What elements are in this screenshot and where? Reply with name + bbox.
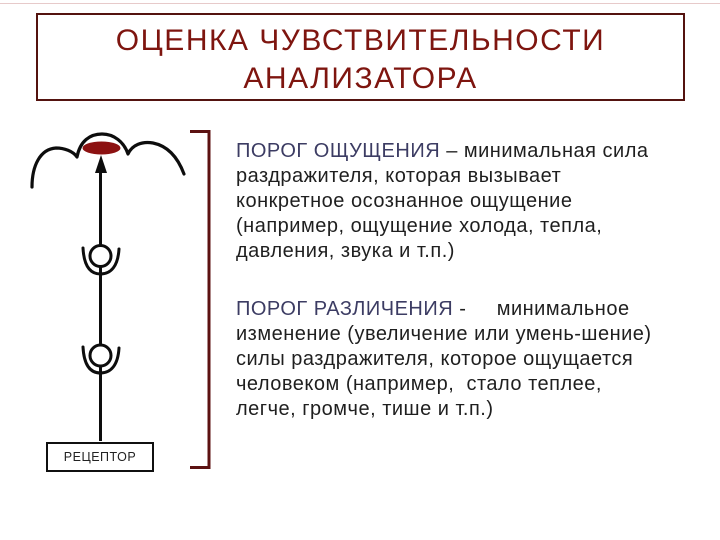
- neuron-circle-icon: [90, 246, 111, 267]
- paragraph-text: - минимальное: [453, 298, 630, 320]
- paragraph-line: раздражителя, которая вызывает: [236, 165, 562, 187]
- brain-cortex-outline-icon: [32, 134, 184, 187]
- paragraph-line: (например, ощущение холода, тепла,: [236, 215, 603, 237]
- paragraph-line: давления, звука и т.п.): [236, 240, 455, 262]
- slide-title-line-2: АНАЛИЗАТОРА: [243, 62, 478, 95]
- paragraph-line: [236, 139, 706, 164]
- paragraph-line: изменение (увеличение или умень-шение): [236, 323, 652, 345]
- synapse-cup-icon: [83, 248, 119, 274]
- title-box: [36, 13, 685, 101]
- up-arrow-icon: [95, 155, 107, 173]
- sensation-threshold-heading: ПОРОГ ОЩУЩЕНИЯ: [236, 140, 441, 162]
- difference-threshold-heading: ПОРОГ РАЗЛИЧЕНИЯ: [236, 298, 454, 320]
- paragraph-line: человеком (например, стало теплее,: [236, 373, 602, 395]
- receptor-box: [46, 442, 154, 472]
- grouping-bracket: [190, 132, 209, 468]
- stimulus-ellipse-icon: [83, 142, 121, 155]
- sensation-threshold-paragraph: [236, 139, 706, 264]
- slide-title-line-1: ОЦЕНКА ЧУВСТВИТЕЛЬНОСТИ: [115, 24, 606, 57]
- paragraph-line: [236, 297, 706, 322]
- definitions-text-column: [236, 139, 706, 422]
- neuron-circle-icon: [90, 345, 111, 366]
- receptor-label: РЕЦЕПТОР: [63, 450, 137, 464]
- top-accent-line: [0, 3, 720, 4]
- paragraph-line: легче, громче, тише и т.п.): [236, 398, 494, 420]
- paragraph-line: конкретное осознанное ощущение: [236, 190, 573, 212]
- paragraph-line: силы раздражителя, которое ощущается: [236, 348, 634, 370]
- paragraph-text: – минимальная сила: [440, 140, 649, 162]
- synapse-cup-icon: [83, 347, 119, 373]
- difference-threshold-paragraph: [236, 297, 706, 422]
